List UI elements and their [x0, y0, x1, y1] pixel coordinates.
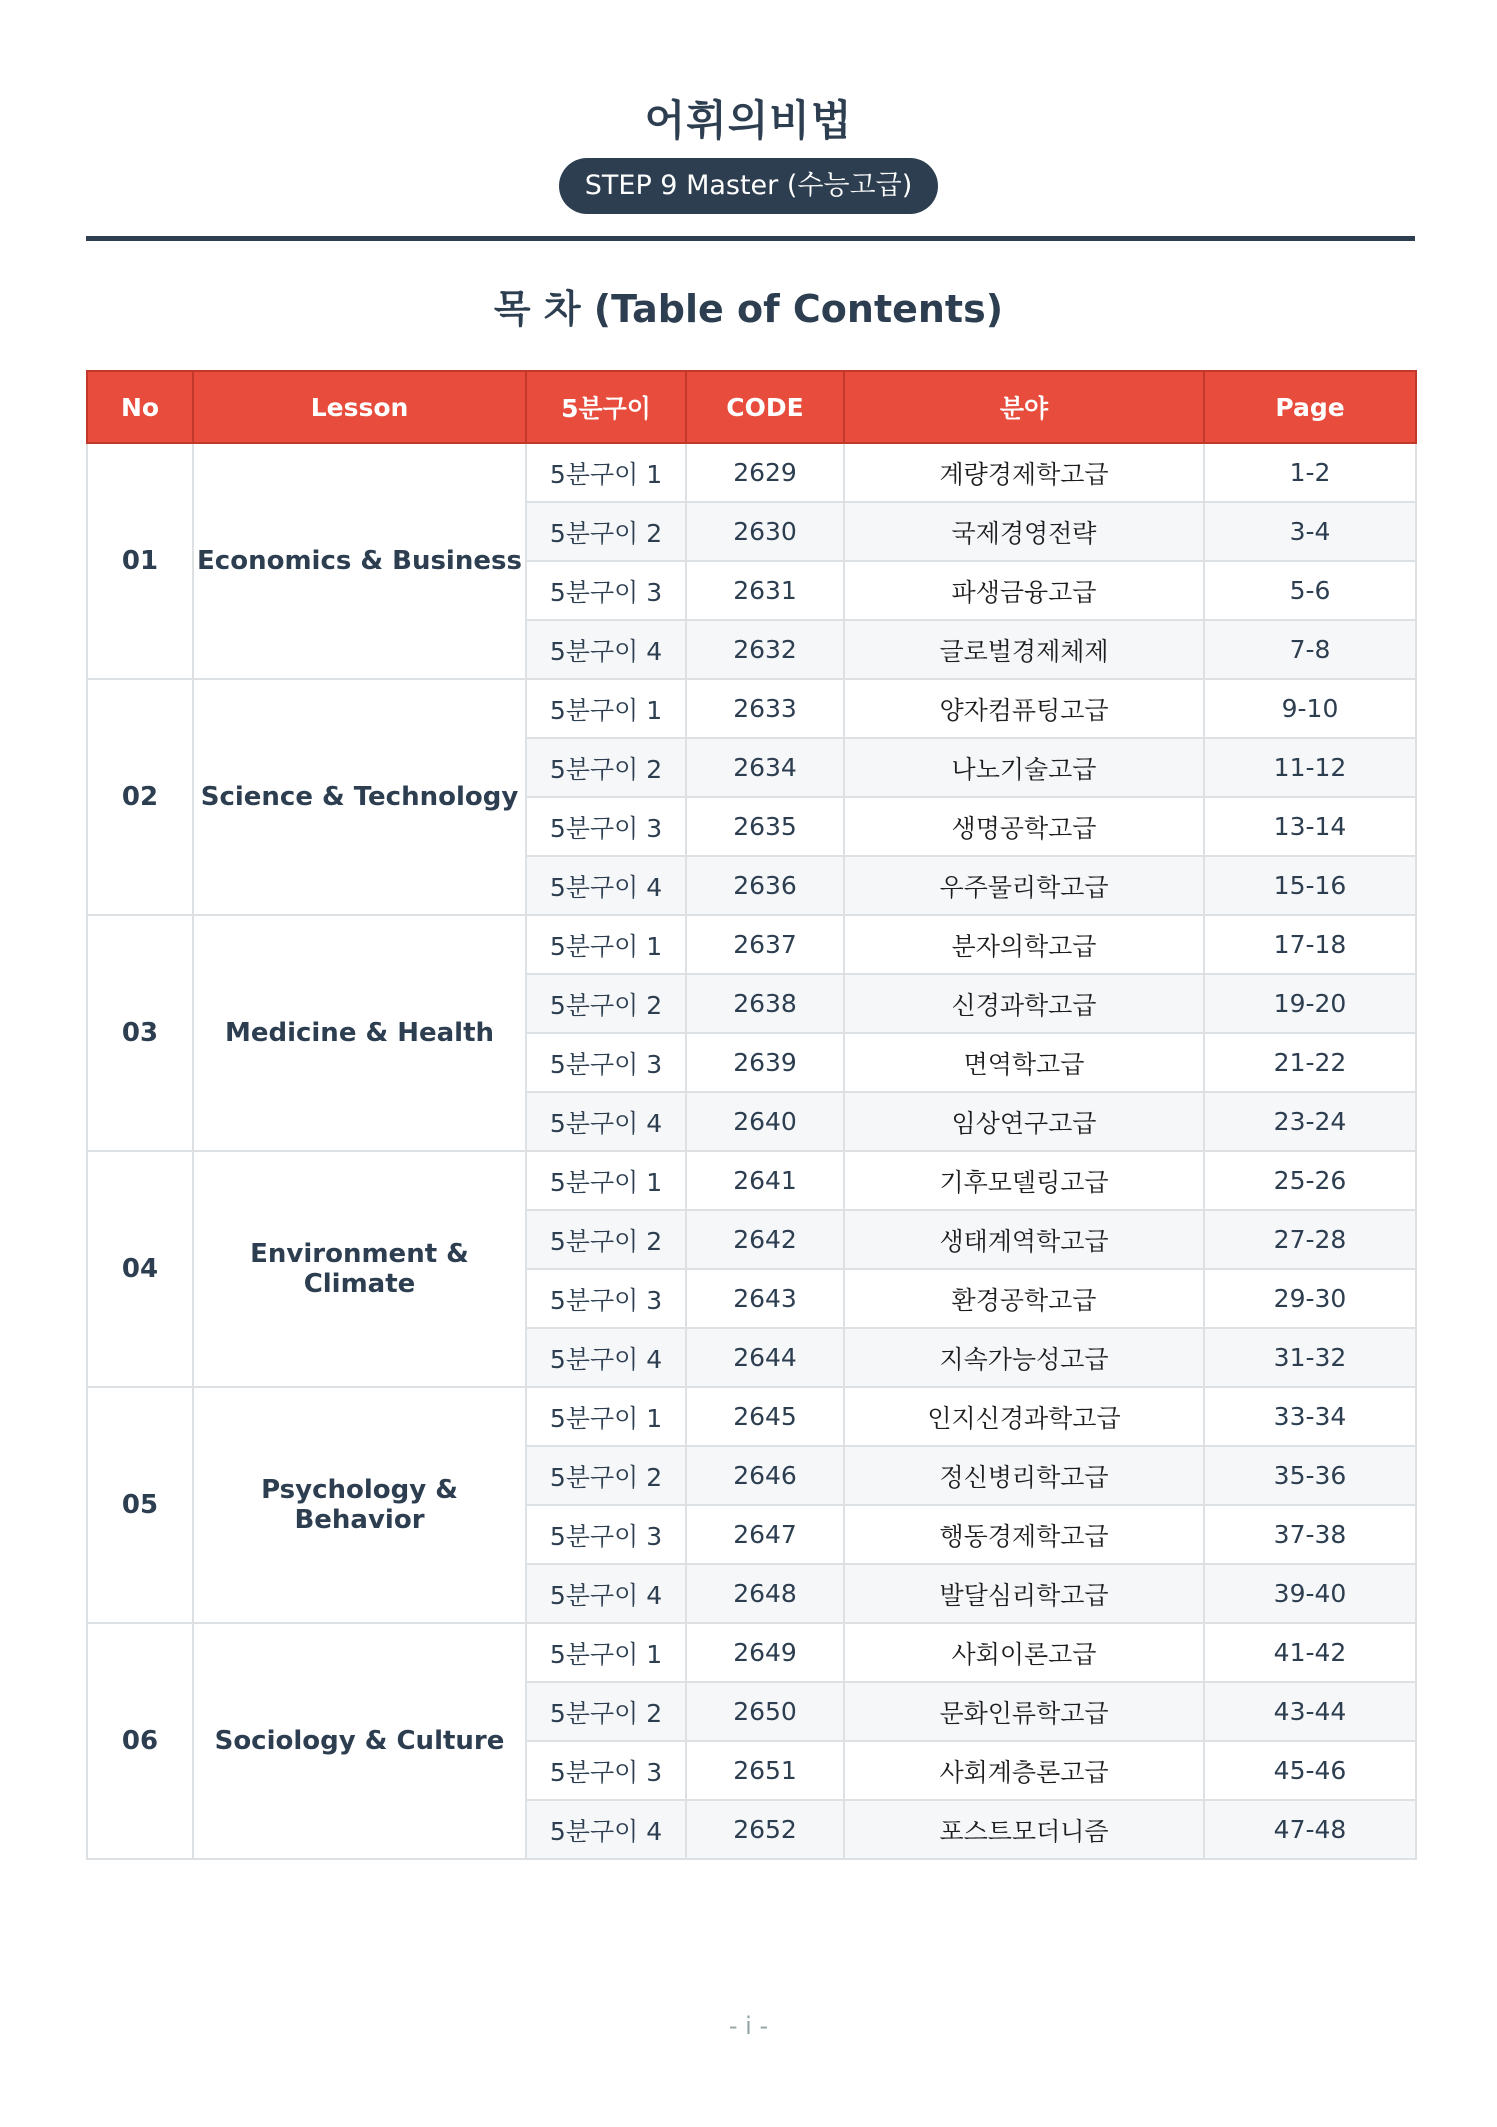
- page-cell: 11-12: [1204, 738, 1416, 797]
- page-cell: 7-8: [1204, 620, 1416, 679]
- page-number: - i -: [728, 2012, 769, 2040]
- page-cell: 47-48: [1204, 1800, 1416, 1859]
- column-header-code: CODE: [686, 371, 844, 443]
- code-cell: 2650: [686, 1682, 844, 1741]
- field-cell: 정신병리학고급: [844, 1446, 1204, 1505]
- code-cell: 2633: [686, 679, 844, 738]
- lesson-number: 02: [87, 679, 193, 915]
- lesson-name: Sociology & Culture: [193, 1623, 526, 1859]
- field-cell: 계량경제학고급: [844, 443, 1204, 502]
- field-cell: 인지신경과학고급: [844, 1387, 1204, 1446]
- sub-unit: 5분구이 4: [526, 856, 686, 915]
- sub-unit: 5분구이 4: [526, 1092, 686, 1151]
- sub-unit: 5분구이 2: [526, 1446, 686, 1505]
- sub-unit: 5분구이 3: [526, 561, 686, 620]
- field-cell: 파생금융고급: [844, 561, 1204, 620]
- table-row: [87, 1387, 1416, 1446]
- code-cell: 2641: [686, 1151, 844, 1210]
- field-cell: 생명공학고급: [844, 797, 1204, 856]
- page-cell: 3-4: [1204, 502, 1416, 561]
- sub-unit: 5분구이 1: [526, 1623, 686, 1682]
- sub-unit: 5분구이 2: [526, 502, 686, 561]
- field-cell: 분자의학고급: [844, 915, 1204, 974]
- sub-unit: 5분구이 4: [526, 620, 686, 679]
- sub-unit: 5분구이 2: [526, 1210, 686, 1269]
- code-cell: 2648: [686, 1564, 844, 1623]
- lesson-name: Environment & Climate: [193, 1151, 526, 1387]
- page-cell: 17-18: [1204, 915, 1416, 974]
- field-cell: 우주물리학고급: [844, 856, 1204, 915]
- page-cell: 9-10: [1204, 679, 1416, 738]
- column-header-no: No: [87, 371, 193, 443]
- sub-unit: 5분구이 3: [526, 1505, 686, 1564]
- code-cell: 2636: [686, 856, 844, 915]
- sub-unit: 5분구이 1: [526, 1387, 686, 1446]
- column-header-sub: 5분구이: [526, 371, 686, 443]
- code-cell: 2645: [686, 1387, 844, 1446]
- sub-unit: 5분구이 1: [526, 915, 686, 974]
- code-cell: 2631: [686, 561, 844, 620]
- code-cell: 2642: [686, 1210, 844, 1269]
- page-cell: 13-14: [1204, 797, 1416, 856]
- code-cell: 2640: [686, 1092, 844, 1151]
- code-cell: 2639: [686, 1033, 844, 1092]
- sub-unit: 5분구이 2: [526, 974, 686, 1033]
- code-cell: 2632: [686, 620, 844, 679]
- toc-body: [87, 443, 1416, 1859]
- code-cell: 2647: [686, 1505, 844, 1564]
- code-cell: 2629: [686, 443, 844, 502]
- page-cell: 5-6: [1204, 561, 1416, 620]
- page-cell: 37-38: [1204, 1505, 1416, 1564]
- toc-header-row: [87, 371, 1416, 443]
- field-cell: 신경과학고급: [844, 974, 1204, 1033]
- field-cell: 사회이론고급: [844, 1623, 1204, 1682]
- page-cell: 23-24: [1204, 1092, 1416, 1151]
- field-cell: 국제경영전략: [844, 502, 1204, 561]
- table-row: [87, 1151, 1416, 1210]
- page-cell: 1-2: [1204, 443, 1416, 502]
- toc-title: 목 차 (Table of Contents): [493, 287, 1004, 331]
- document-title: 어휘의비법: [644, 96, 853, 145]
- sub-unit: 5분구이 3: [526, 797, 686, 856]
- code-cell: 2651: [686, 1741, 844, 1800]
- column-header-lesson: Lesson: [193, 371, 526, 443]
- lesson-name: Economics & Business: [193, 443, 526, 679]
- code-cell: 2643: [686, 1269, 844, 1328]
- page-cell: 43-44: [1204, 1682, 1416, 1741]
- page-cell: 15-16: [1204, 856, 1416, 915]
- code-cell: 2652: [686, 1800, 844, 1859]
- field-cell: 면역학고급: [844, 1033, 1204, 1092]
- page-cell: 39-40: [1204, 1564, 1416, 1623]
- sub-unit: 5분구이 4: [526, 1800, 686, 1859]
- code-cell: 2646: [686, 1446, 844, 1505]
- code-cell: 2638: [686, 974, 844, 1033]
- sub-unit: 5분구이 3: [526, 1269, 686, 1328]
- column-header-page: Page: [1204, 371, 1416, 443]
- sub-unit: 5분구이 3: [526, 1741, 686, 1800]
- lesson-name: Science & Technology: [193, 679, 526, 915]
- page-cell: 21-22: [1204, 1033, 1416, 1092]
- page-cell: 27-28: [1204, 1210, 1416, 1269]
- lesson-number: 04: [87, 1151, 193, 1387]
- page-cell: 41-42: [1204, 1623, 1416, 1682]
- sub-unit: 5분구이 1: [526, 679, 686, 738]
- field-cell: 나노기술고급: [844, 738, 1204, 797]
- page-cell: 45-46: [1204, 1741, 1416, 1800]
- sub-unit: 5분구이 4: [526, 1564, 686, 1623]
- page-cell: 31-32: [1204, 1328, 1416, 1387]
- field-cell: 행동경제학고급: [844, 1505, 1204, 1564]
- level-badge: STEP 9 Master (수능고급): [559, 158, 939, 214]
- sub-unit: 5분구이 2: [526, 738, 686, 797]
- field-cell: 발달심리학고급: [844, 1564, 1204, 1623]
- field-cell: 지속가능성고급: [844, 1328, 1204, 1387]
- code-cell: 2649: [686, 1623, 844, 1682]
- field-cell: 생태계역학고급: [844, 1210, 1204, 1269]
- code-cell: 2644: [686, 1328, 844, 1387]
- page-cell: 25-26: [1204, 1151, 1416, 1210]
- header-divider: [86, 236, 1415, 241]
- field-cell: 문화인류학고급: [844, 1682, 1204, 1741]
- table-row: [87, 1623, 1416, 1682]
- toc-table: [86, 370, 1417, 1860]
- code-cell: 2635: [686, 797, 844, 856]
- page-cell: 19-20: [1204, 974, 1416, 1033]
- lesson-number: 05: [87, 1387, 193, 1623]
- field-cell: 임상연구고급: [844, 1092, 1204, 1151]
- table-row: [87, 443, 1416, 502]
- code-cell: 2634: [686, 738, 844, 797]
- sub-unit: 5분구이 1: [526, 1151, 686, 1210]
- sub-unit: 5분구이 3: [526, 1033, 686, 1092]
- column-header-field: 분야: [844, 371, 1204, 443]
- field-cell: 글로벌경제체제: [844, 620, 1204, 679]
- table-row: [87, 915, 1416, 974]
- level-badge-container: [0, 158, 1497, 214]
- lesson-name: Medicine & Health: [193, 915, 526, 1151]
- lesson-number: 01: [87, 443, 193, 679]
- sub-unit: 5분구이 4: [526, 1328, 686, 1387]
- field-cell: 기후모델링고급: [844, 1151, 1204, 1210]
- page-cell: 33-34: [1204, 1387, 1416, 1446]
- field-cell: 포스트모더니즘: [844, 1800, 1204, 1859]
- field-cell: 환경공학고급: [844, 1269, 1204, 1328]
- field-cell: 사회계층론고급: [844, 1741, 1204, 1800]
- code-cell: 2637: [686, 915, 844, 974]
- page-cell: 35-36: [1204, 1446, 1416, 1505]
- page-cell: 29-30: [1204, 1269, 1416, 1328]
- lesson-name: Psychology & Behavior: [193, 1387, 526, 1623]
- sub-unit: 5분구이 2: [526, 1682, 686, 1741]
- field-cell: 양자컴퓨팅고급: [844, 679, 1204, 738]
- lesson-number: 06: [87, 1623, 193, 1859]
- sub-unit: 5분구이 1: [526, 443, 686, 502]
- lesson-number: 03: [87, 915, 193, 1151]
- table-row: [87, 679, 1416, 738]
- code-cell: 2630: [686, 502, 844, 561]
